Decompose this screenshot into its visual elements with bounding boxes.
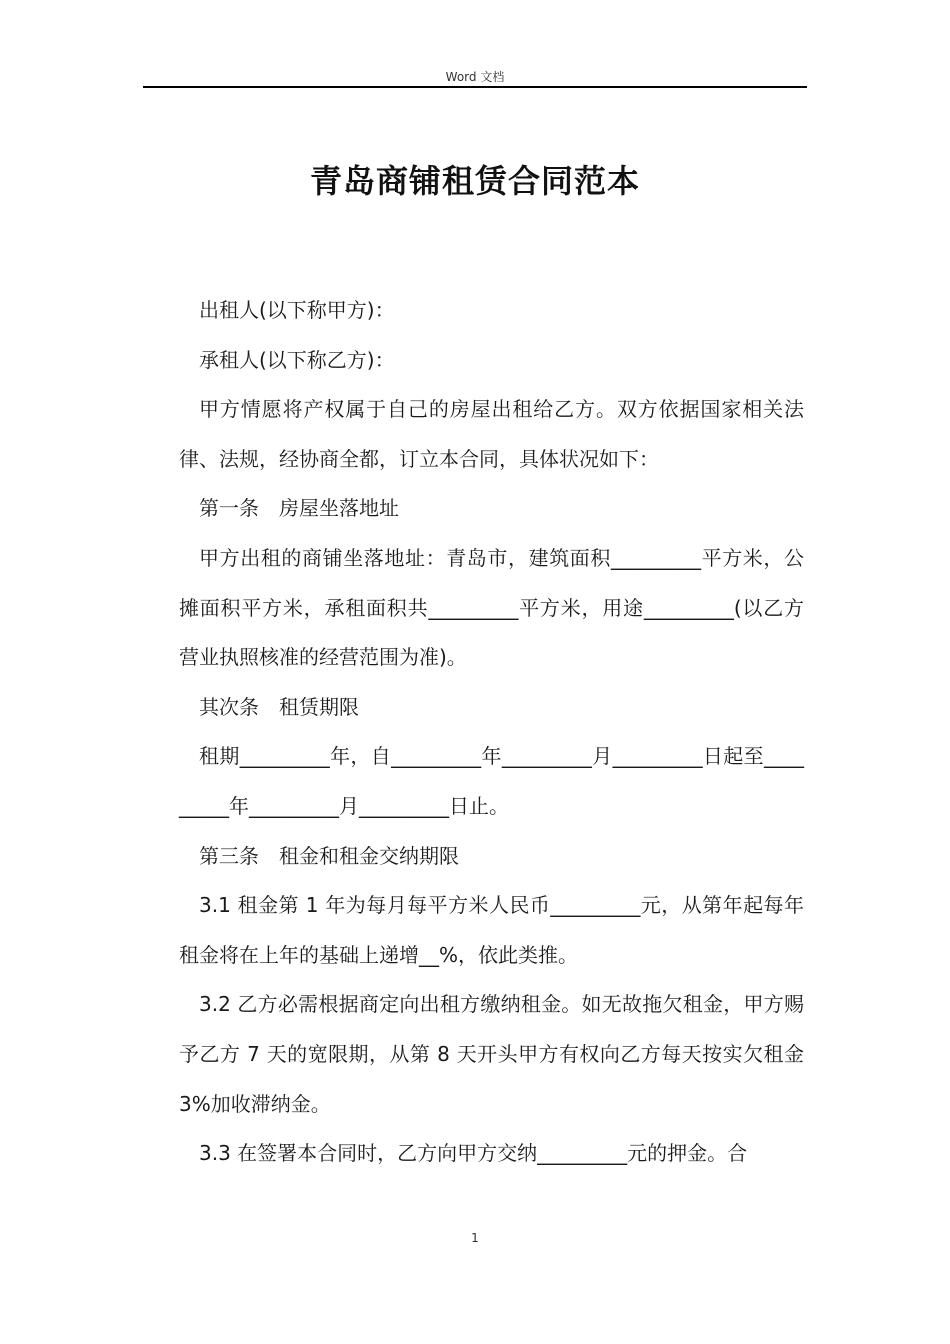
clause-3-3: 3.3 在签署本合同时，乙方向甲方交纳_________元的押金。合 [199, 1141, 748, 1166]
article-1-body: 甲方出租的商铺坐落地址：青岛市，建筑面积_________平方米，公摊面积平方米，承租面积共_________平方米，用途_________(以乙方营业执照核准的经营范围为准)。 [179, 545, 804, 670]
page-header-label: Word 文档 [445, 70, 505, 84]
clause-3-2: 3.2 乙方必需根据商定向出租方缴纳租金。如无故拖欠租金，甲方赐予乙方 7 天的宽限期，从第 8 天开头甲方有权向乙方每天按实欠租金 3%加收滞纳金。 [179, 992, 804, 1116]
page-number: 1 [471, 1231, 479, 1245]
intro-paragraph: 甲方情愿将产权属于自己的房屋出租给乙方。双方依据国家相关法律、法规，经协商全都，订立本合同，具体状况如下： [179, 397, 804, 471]
lessor-line: 出租人(以下称甲方)： [199, 298, 395, 322]
document-body [179, 286, 804, 1179]
document-title: 青岛商铺租赁合同范本 [309, 162, 640, 200]
article-1-heading: 第一条 房屋坐落地址 [199, 496, 399, 521]
article-2-heading: 其次条 租赁期限 [199, 694, 359, 719]
article-3-heading: 第三条 租金和租金交纳期限 [199, 843, 459, 868]
lessee-line: 承租人(以下称乙方)： [199, 347, 395, 372]
header-divider [143, 86, 807, 88]
clause-3-1: 3.1 租金第 1 年为每月每平方米人民币_________元，从第年起每年租金将在上年的基础上递增__%，依此类推。 [179, 893, 804, 967]
article-2-body: 租期_________年，自_________年_________月_________日起至_________年_________月_________日止。 [179, 744, 804, 818]
